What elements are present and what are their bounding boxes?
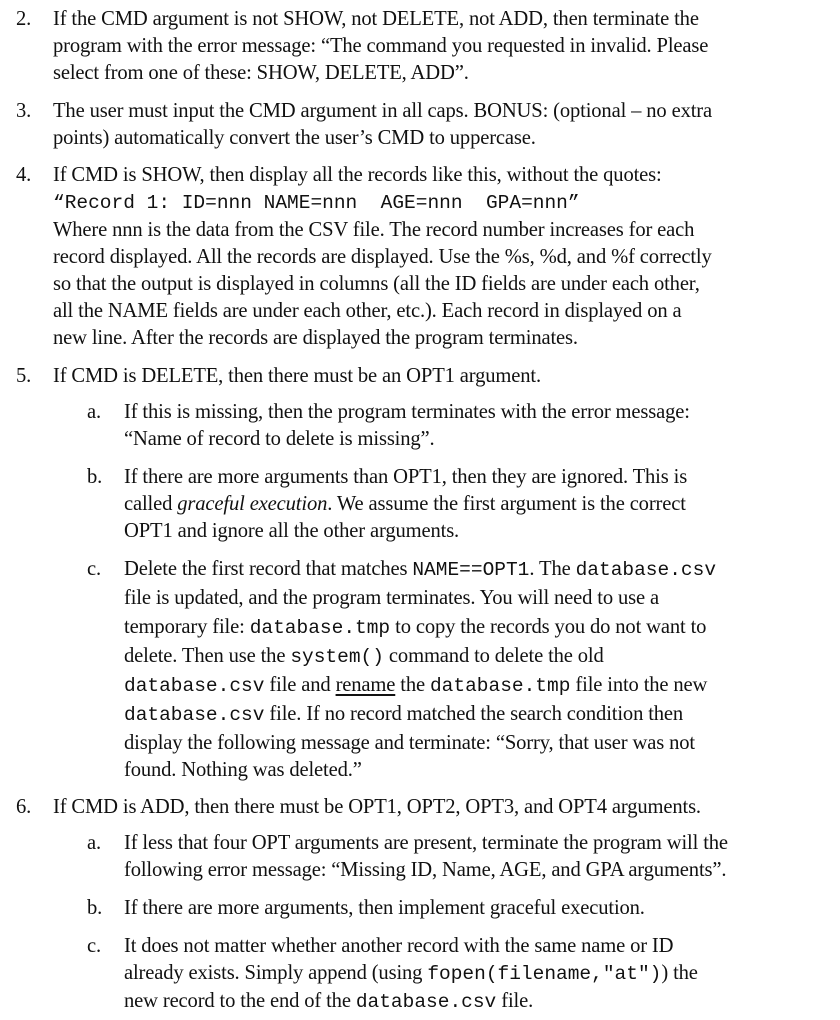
text-line: all the NAME fields are under each other, etc.). Each record in displayed on a — [53, 300, 682, 322]
inline-code: database.csv — [124, 675, 265, 697]
text-line: found. Nothing was deleted.” — [124, 759, 362, 781]
text-line: If this is missing, then the program terminates with the error message: — [124, 401, 690, 423]
item-number: 6. — [16, 796, 32, 818]
text-line — [124, 674, 707, 697]
text-line: If less that four OPT arguments are present, terminate the program will the — [124, 832, 728, 854]
text-span: command to delete the old — [383, 645, 604, 667]
text-line: If CMD is SHOW, then display all the records like this, without the quotes: — [53, 164, 662, 186]
text-line: record displayed. All the records are displayed. Use the %s, %d, and %f correctly — [53, 246, 712, 268]
underlined-term: rename — [335, 674, 396, 696]
inline-code: system() — [290, 646, 384, 668]
text-line — [124, 558, 716, 581]
text-line: new line. After the records are displayed the program terminates. — [53, 327, 578, 349]
text-span: . The — [529, 558, 576, 580]
item-number: 5. — [16, 365, 32, 387]
text-span: delete. Then use the — [124, 645, 291, 667]
text-line: Where nnn is the data from the CSV file. The record number increases for each — [53, 219, 695, 241]
text-span: to copy the records you do not want to — [390, 616, 707, 638]
inline-code: NAME==OPT1 — [412, 559, 530, 581]
sub-item-letter: a. — [87, 832, 101, 854]
sub-item-letter: a. — [87, 401, 101, 423]
text-line — [124, 645, 604, 668]
item-number: 4. — [16, 164, 32, 186]
text-line — [124, 990, 533, 1013]
text-line: display the following message and terminate: “Sorry, that user was not — [124, 732, 695, 754]
text-line: program with the error message: “The command you requested in invalid. Please — [53, 35, 709, 57]
record-format-example: “Record 1: ID=nnn NAME=nnn AGE=nnn GPA=nnn” — [53, 192, 580, 214]
sub-item-letter: b. — [87, 897, 103, 919]
text-span: file. If no record matched the search condition then — [264, 703, 684, 725]
text-line: It does not matter whether another record with the same name or ID — [124, 935, 674, 957]
text-line: OPT1 and ignore all the other arguments. — [124, 520, 460, 542]
sub-item-letter: c. — [87, 935, 101, 957]
text-span: Delete the first record that matches — [124, 558, 413, 580]
italic-term: graceful execution — [177, 493, 328, 515]
text-span: the — [395, 674, 430, 696]
text-span: file and — [264, 674, 336, 696]
text-span: temporary file: — [124, 616, 250, 638]
inline-code: database.tmp — [429, 675, 571, 697]
text-line: If there are more arguments, then implement graceful execution. — [124, 897, 645, 919]
inline-code: database.csv — [575, 559, 717, 581]
text-line — [124, 616, 706, 639]
sub-item-letter: c. — [87, 558, 101, 580]
sub-item-letter: b. — [87, 466, 103, 488]
text-span: already exists. Simply append (using — [124, 962, 428, 984]
text-line — [124, 962, 698, 985]
text-line: “Name of record to delete is missing”. — [124, 428, 435, 450]
text-line: so that the output is displayed in columns (all the ID fields are under each other, — [53, 273, 700, 295]
item-number: 2. — [16, 8, 32, 30]
item-number: 3. — [16, 100, 32, 122]
inline-code: fopen(filename,"at") — [427, 963, 662, 985]
text-span: file into the new — [570, 674, 708, 696]
text-line — [124, 493, 686, 516]
text-span: file. — [496, 990, 534, 1012]
text-span: . We assume the first argument is the correct — [327, 493, 686, 515]
text-line: If CMD is DELETE, then there must be an OPT1 argument. — [53, 365, 541, 387]
inline-code: database.tmp — [249, 617, 391, 639]
text-span: new record to the end of the — [124, 990, 356, 1012]
text-line: file is updated, and the program terminates. You will need to use a — [124, 587, 659, 609]
text-line: select from one of these: SHOW, DELETE, ADD”. — [53, 62, 469, 84]
text-line: If there are more arguments than OPT1, then they are ignored. This is — [124, 466, 688, 488]
text-line: If the CMD argument is not SHOW, not DELETE, not ADD, then terminate the — [53, 8, 699, 30]
inline-code: database.csv — [355, 991, 497, 1013]
text-span: called — [124, 493, 178, 515]
text-line: The user must input the CMD argument in all caps. BONUS: (optional – no extra — [53, 100, 712, 122]
inline-code: database.csv — [124, 704, 265, 726]
text-line: points) automatically convert the user’s CMD to uppercase. — [53, 127, 536, 149]
text-line: If CMD is ADD, then there must be OPT1, OPT2, OPT3, and OPT4 arguments. — [53, 796, 701, 818]
text-line — [124, 703, 683, 726]
text-span: ) the — [661, 962, 698, 984]
text-line: following error message: “Missing ID, Name, AGE, and GPA arguments”. — [124, 859, 727, 881]
